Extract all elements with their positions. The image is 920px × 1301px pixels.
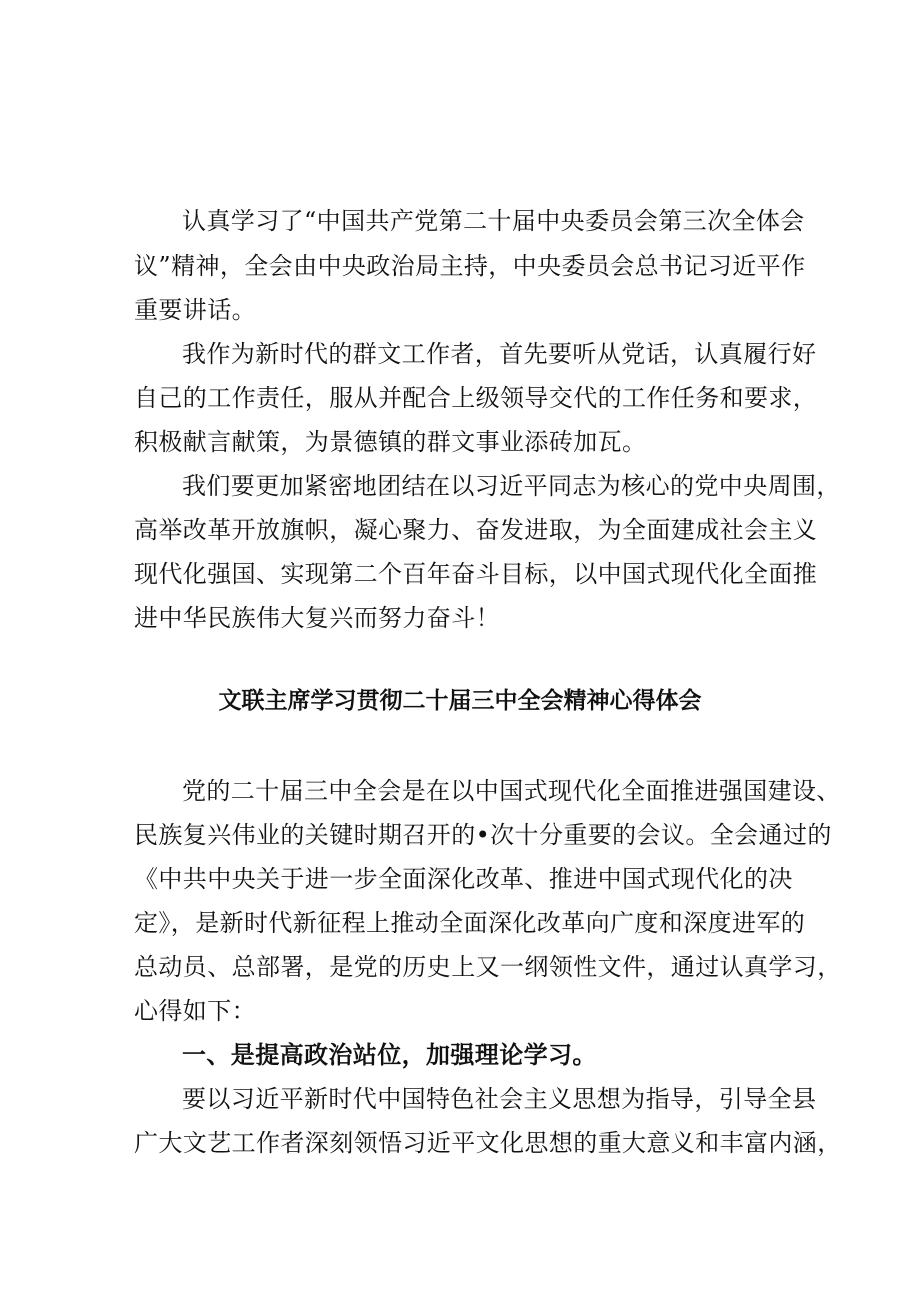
paragraph-line: 积极献言献策，为景德镇的群文事业添砖加瓦。 [134, 428, 647, 456]
paragraph-line: 《中共中央关于进一步全面深化改革、推进中国式现代化的决 [134, 865, 793, 893]
paragraph-line: 广大文艺工作者深刻领悟习近平文化思想的重大意义和丰富内涵， [134, 1129, 842, 1157]
paragraph-line: 高举改革开放旗帜，凝心聚力、奋发进取，为全面建成社会主义 [134, 516, 818, 544]
paragraph-line: 进中华民族伟大复兴而努力奋斗！ [134, 604, 500, 632]
paragraph-line: 要以习近平新时代中国特色社会主义思想为指导，引导全县 [182, 1085, 817, 1113]
paragraph-line: 总动员、总部署，是党的历史上又一纲领性文件，通过认真学习， [134, 953, 842, 981]
paragraph-line: 现代化强国、实现第二个百年奋斗目标，以中国式现代化全面推 [134, 560, 818, 588]
paragraph-line: 民族复兴伟业的关键时期召开的•次十分重要的会议。全会通过的 [134, 821, 832, 849]
paragraph-line: 重要讲话。 [134, 296, 256, 324]
paragraph-line: 我们要更加紧密地团结在以习近平同志为核心的党中央周围， [182, 472, 841, 500]
article-title: 文联主席学习贯彻二十届三中全会精神心得体会 [218, 687, 702, 714]
section-heading: 一、是提高政治站位，加强理论学习。 [182, 1040, 597, 1069]
paragraph-line: 心得如下： [134, 997, 256, 1025]
paragraph-line: 自己的工作责任，服从并配合上级领导交代的工作任务和要求， [134, 384, 818, 412]
paragraph-line: 党的二十届三中全会是在以中国式现代化全面推进强国建设、 [182, 777, 841, 805]
paragraph-line: 议”精神，全会由中央政治局主持，中央委员会总书记习近平作 [134, 252, 806, 280]
paragraph-line: 我作为新时代的群文工作者，首先要听从党话，认真履行好 [182, 340, 817, 368]
paragraph-line: 定》，是新时代新征程上推动全面深化改革向广度和深度进军的 [134, 909, 806, 937]
paragraph-line: 认真学习了“中国共产党第二十届中央委员会第三次全体会 [182, 207, 805, 235]
